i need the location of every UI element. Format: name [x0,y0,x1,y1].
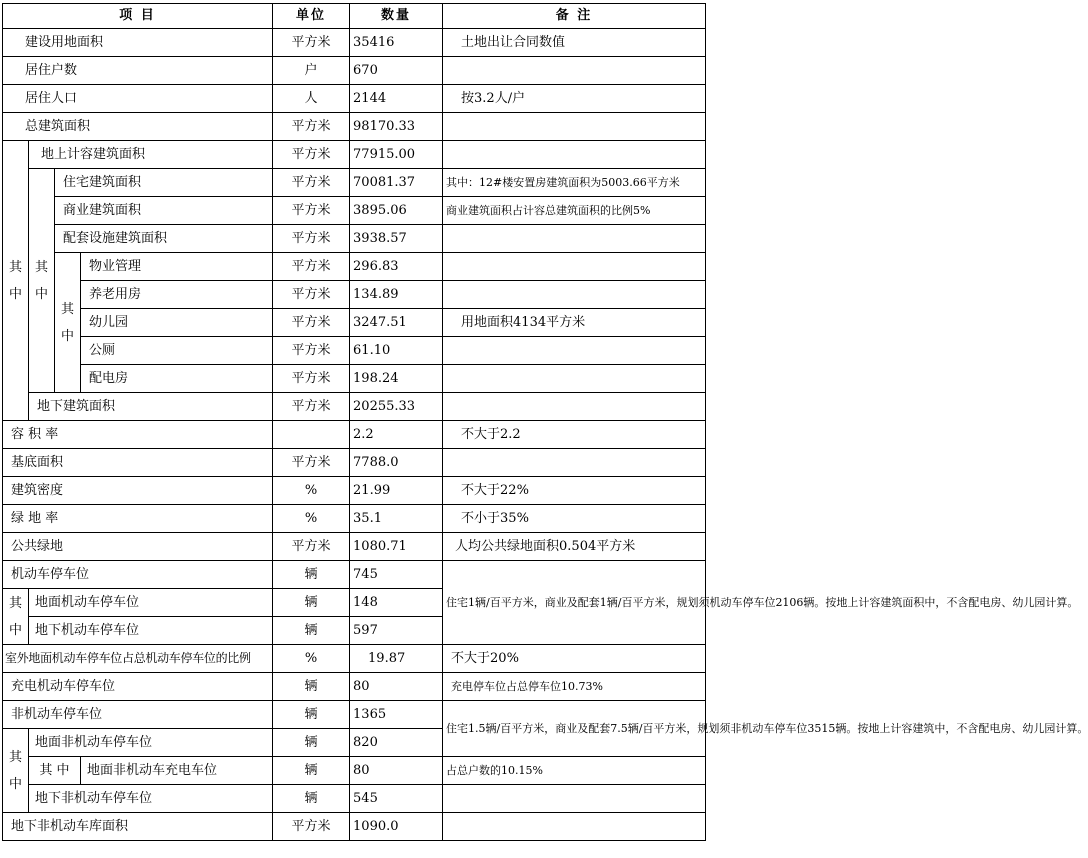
row-unit: 平方米 [273,29,350,57]
row-value: 296.83 [350,253,443,281]
row-unit: 平方米 [273,309,350,337]
row-value: 1090.0 [350,813,443,841]
row-label: 地下建筑面积 [29,393,273,421]
group-label-qizhong: 其 中 [55,253,81,393]
table-row [3,113,706,141]
table-row [3,757,706,785]
row-label: 室外地面机动车停车位占总机动车停车位的比例 [3,645,273,673]
row-unit [273,421,350,449]
row-unit: 户 [273,57,350,85]
row-label: 地下机动车停车位 [29,617,273,645]
row-value: 3895.06 [350,197,443,225]
row-label: 居住人口 [3,85,273,113]
table-row [3,29,706,57]
row-unit: 平方米 [273,533,350,561]
table-row [3,393,706,421]
row-label: 地上计容建筑面积 [29,141,273,169]
row-label: 地下非机动车库面积 [3,813,273,841]
row-note [443,141,706,169]
table-row [3,449,706,477]
table-row [3,813,706,841]
row-note [443,337,706,365]
planning-indicator-table [2,3,1088,841]
row-value: 134.89 [350,281,443,309]
row-unit: 辆 [273,617,350,645]
row-value: 80 [350,757,443,785]
table-row [3,533,706,561]
row-note [443,813,706,841]
row-unit: 辆 [273,673,350,701]
row-unit: 平方米 [273,365,350,393]
row-note: 按3.2人/户 [443,85,706,113]
table-row [3,253,706,281]
row-unit: 平方米 [273,197,350,225]
row-label: 物业管理 [81,253,273,281]
row-unit: 平方米 [273,113,350,141]
row-value: 545 [350,785,443,813]
header-unit: 单位 [273,4,350,29]
row-note: 占总户数的10.15% [443,757,706,785]
row-note: 不大于20% [443,645,706,673]
row-value: 1365 [350,701,443,729]
table-row [3,421,706,449]
row-label: 非机动车停车位 [3,701,273,729]
row-label: 地面非机动车充电车位 [81,757,273,785]
row-value: 1080.71 [350,533,443,561]
row-note: 住宅1辆/百平方米，商业及配套1辆/百平方米，规划须机动车停车位2106辆。按地上计容建筑面积中，不含配电房、幼儿园计算。 [443,561,706,645]
row-label: 配套设施建筑面积 [55,225,273,253]
row-label: 建筑密度 [3,477,273,505]
table-row [3,365,706,393]
row-note: 商业建筑面积占计容总建筑面积的比例5% [443,197,706,225]
table-row [3,505,706,533]
row-unit: 平方米 [273,281,350,309]
row-label: 配电房 [81,365,273,393]
table-row [3,85,706,113]
row-value: 2.2 [350,421,443,449]
row-note: 人均公共绿地面积0.504平方米 [443,533,706,561]
row-note [443,113,706,141]
row-value: 80 [350,673,443,701]
row-unit: % [273,645,350,673]
row-value: 3938.57 [350,225,443,253]
table-row [3,477,706,505]
row-label: 公厕 [81,337,273,365]
row-note: 其中：12#楼安置房建筑面积为5003.66平方米 [443,169,706,197]
row-label: 商业建筑面积 [55,197,273,225]
group-label-qizhong: 其 中 [3,589,29,645]
row-value: 597 [350,617,443,645]
row-value: 35.1 [350,505,443,533]
row-unit: 平方米 [273,253,350,281]
row-unit: 平方米 [273,449,350,477]
table-row [3,169,706,197]
row-note [443,449,706,477]
row-label: 居住户数 [3,57,273,85]
row-note [443,785,706,813]
row-note: 充电停车位占总停车位10.73% [443,673,706,701]
row-value: 35416 [350,29,443,57]
table-row [3,645,706,673]
row-label: 充电机动车停车位 [3,673,273,701]
table-row [3,197,706,225]
row-label: 机动车停车位 [3,561,273,589]
table-row [3,785,706,813]
row-label: 地面机动车停车位 [29,589,273,617]
header-qty: 数量 [350,4,443,29]
group-label-qizhong: 其 中 [29,169,55,393]
row-value: 21.99 [350,477,443,505]
row-value: 61.10 [350,337,443,365]
row-value: 670 [350,57,443,85]
header-note: 备 注 [443,4,706,29]
row-label: 地下非机动车停车位 [29,785,273,813]
table-row [3,337,706,365]
row-label: 基底面积 [3,449,273,477]
row-value: 19.87 [350,645,443,673]
row-note [443,57,706,85]
row-label: 公共绿地 [3,533,273,561]
row-note: 用地面积4134平方米 [443,309,706,337]
row-label: 总建筑面积 [3,113,273,141]
row-value: 77915.00 [350,141,443,169]
row-value: 20255.33 [350,393,443,421]
row-value: 148 [350,589,443,617]
row-note: 不小于35% [443,505,706,533]
row-label: 养老用房 [81,281,273,309]
row-unit: 辆 [273,785,350,813]
row-value: 2144 [350,85,443,113]
row-label: 地面非机动车停车位 [29,729,273,757]
row-value: 3247.51 [350,309,443,337]
row-label: 住宅建筑面积 [55,169,273,197]
row-value: 820 [350,729,443,757]
row-unit: 平方米 [273,393,350,421]
row-note: 不大于22% [443,477,706,505]
row-unit: 辆 [273,701,350,729]
row-unit: 辆 [273,729,350,757]
row-label: 幼儿园 [81,309,273,337]
header-item: 项 目 [3,4,273,29]
row-note: 不大于2.2 [443,421,706,449]
group-label-qizhong: 其 中 [29,757,81,785]
table-row [3,673,706,701]
row-label: 绿 地 率 [3,505,273,533]
row-unit: % [273,505,350,533]
row-note [443,365,706,393]
row-unit: 辆 [273,757,350,785]
row-note [443,253,706,281]
row-unit: 平方米 [273,813,350,841]
header-row [3,4,706,29]
row-unit: 平方米 [273,141,350,169]
row-unit: % [273,477,350,505]
row-unit: 人 [273,85,350,113]
row-value: 7788.0 [350,449,443,477]
table-row [3,141,706,169]
table-row [3,281,706,309]
row-value: 745 [350,561,443,589]
table-row [3,225,706,253]
row-unit: 平方米 [273,225,350,253]
row-value: 198.24 [350,365,443,393]
group-label-qizhong: 其 中 [3,141,29,421]
row-value: 98170.33 [350,113,443,141]
row-note [443,393,706,421]
row-label: 容 积 率 [3,421,273,449]
table-row [3,57,706,85]
table-row [3,561,706,589]
row-unit: 辆 [273,589,350,617]
row-note [443,281,706,309]
table-row [3,701,706,729]
row-note [443,225,706,253]
table-row [3,309,706,337]
group-label-qizhong: 其 中 [3,729,29,813]
row-unit: 平方米 [273,337,350,365]
row-note: 土地出让合同数值 [443,29,706,57]
row-unit: 辆 [273,561,350,589]
row-value: 70081.37 [350,169,443,197]
row-unit: 平方米 [273,169,350,197]
row-label: 建设用地面积 [3,29,273,57]
row-note: 住宅1.5辆/百平方米，商业及配套7.5辆/百平方米，规划须非机动车停车位3515辆。按地上计容建筑中，不含配电房、幼儿园计算。 [443,701,706,757]
